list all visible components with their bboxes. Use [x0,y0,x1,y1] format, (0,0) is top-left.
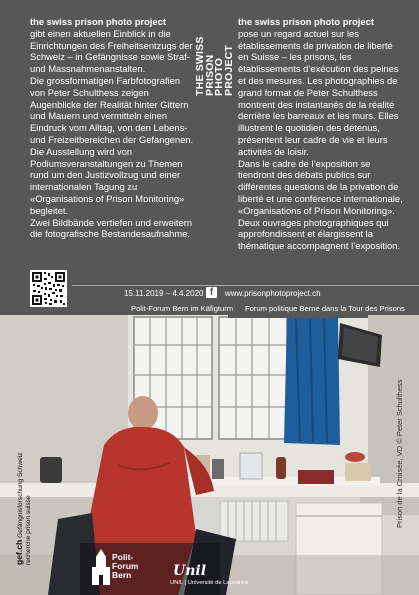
german-intro-text: gibt einen aktuellen Einblick in die Einrichtungen des Freiheitsentzugs der Schweiz – in Gefängnisse sowie Straf- und Massnahmenanstalten. [30,27,193,75]
vertical-title-line: PROJECT [222,45,235,96]
german-paragraph-2: Die grossformatigen Farbfotografien von Peter Schulthess zeigen Augenblicke der Realität hinter Gittern und Mauern und vermitteln einen Eindruck vom Alltag, von den Lebens- und Freizeitbereichen der Gefangenen. [30,74,194,145]
photo-credit: Prison de la Croisée, VD © Peter Schulthess [395,379,404,528]
french-title: the swiss prison photo project [238,16,374,27]
gef-logo-line: recherche prison suisse [25,495,32,565]
gef-logo [14,452,46,566]
german-title: the swiss prison photo project [30,16,166,27]
unil-logo-subtitle: UNIL | Université de Lausanne [170,580,249,586]
polit-forum-line: Polit- [112,552,134,562]
unil-logo: Unil [173,563,207,579]
facebook-icon[interactable]: f [206,287,217,298]
polit-forum-tower-icon [92,549,110,585]
german-paragraph-3: Die Ausstellung wird von Podiumsveranstaltungen zu Themen rund um den Justizvollzug und einer internationalen Tagung zu «Organisations of Prison Monitoring» begleitet. [30,145,185,216]
exhibition-dates: 15.11.2019 – 4.4.2020 [124,289,204,298]
gef-logo-name: gef.ch [14,539,24,565]
german-column [30,16,196,240]
french-paragraph-3: Deux ouvrages photographiques qui approfondissent et élargissent la thématique accompagnent l’exposition. [238,216,401,252]
french-column [238,16,404,252]
french-intro-text: pose un regard actuel sur les établissements de privation de liberté en Suisse – les prisons, les établissements d’exécution des peines et des mesures. Les photographies de grand format de Peter Schulthess montrent des instantanés de la réalité derrière les barreaux et les murs. Elles illustrent le quotidien des détenus, présentent leur cadre de vie et leurs activités de loisir. [238,27,399,157]
polit-forum-line: Forum [112,561,139,571]
qr-code[interactable] [30,270,67,307]
vertical-title-line: THE SWISS [194,36,206,96]
polit-forum-line: Bern [112,570,132,580]
website-link[interactable]: www.prisonphotoproject.ch [225,289,321,298]
german-paragraph-1 [30,16,196,75]
french-paragraph-2: Dans le cadre de l’exposition se tiendront des débats publics sur différentes questions de la privation de liberté et une conférence internationale, «Organisations of Prison Monitoring». [238,157,403,216]
german-paragraph-4: Zwei Bildbände vertiefen und erweitern die fotografische Bestandesaufnahme. [30,216,193,240]
vertical-title-line: PRISON [203,54,216,96]
french-paragraph-1 [238,16,404,158]
venue-german: Polit-Forum Bern im Käfigturm [131,304,234,313]
venue-french: Forum politique Berne dans la Tour des Prisons [245,304,405,313]
vertical-title-line: PHOTO [213,57,225,96]
polit-forum-logo [112,553,138,580]
prison-cell-photo [0,315,419,595]
divider-line [72,285,419,286]
vertical-title [194,16,235,96]
gef-logo-line: Gefängnisforschung Schweiz [17,452,24,538]
